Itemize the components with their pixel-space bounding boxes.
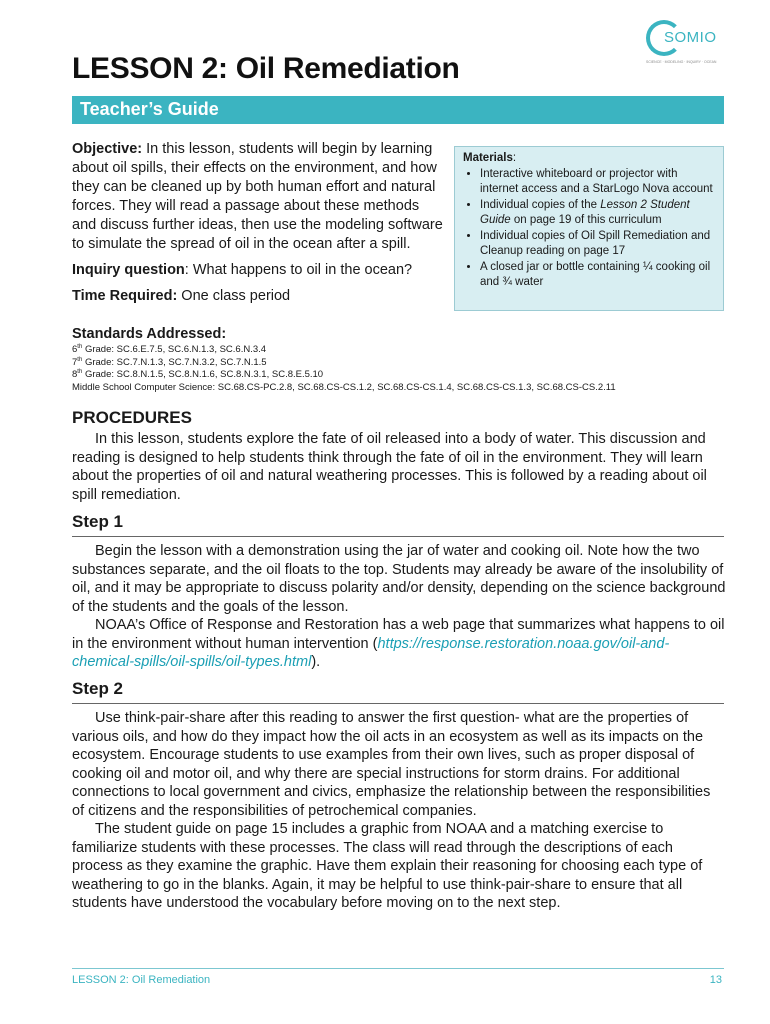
standard-cs: Middle School Computer Science: SC.68.CS-PC.2.8, SC.68.CS-CS.1.2, SC.68.CS-CS.1.4, SC.68.CS-CS.1.3, SC.68.CS-CS.2.11 (72, 381, 616, 393)
grade-suffix: th (77, 368, 83, 375)
grade-number: 8 (72, 369, 78, 380)
footer-lesson-title: LESSON 2: Oil Remediation (72, 974, 211, 986)
inquiry-label: Inquiry question (72, 262, 185, 278)
step-2-body (72, 709, 726, 913)
page-number: 13 (709, 974, 722, 986)
objective-text: In this lesson, students will begin by learning about oil spills, their effects on the environment, and how they can be cleaned up by both human effort and natural forces. They will read a passage about these methods and discuss further ideas, then use the modeling software to simulate the spread of oil in the ocean after a spill. (72, 141, 443, 252)
standards-list (72, 344, 732, 394)
logo-tagline: SCIENCE · MODELING · INQUIRY · OCEAN (646, 60, 717, 64)
teachers-guide-banner (72, 96, 724, 124)
materials-list (463, 167, 715, 291)
grade-number: 6 (72, 344, 78, 355)
inquiry-paragraph (72, 261, 444, 280)
step-1-paragraph-2 (72, 616, 726, 672)
lesson-overview (72, 140, 444, 313)
materials-title: Materials (463, 152, 513, 164)
time-text: One class period (177, 288, 291, 304)
grade-standards: Grade: SC.6.E.7.5, SC.6.N.1.3, SC.6.N.3.4 (82, 344, 267, 355)
standards-heading: Standards Addressed: (72, 326, 227, 342)
noaa-link[interactable]: https://response.restoration.noaa.gov/oil-and-chemical-spills/oil-spills/oil-types.html (72, 635, 670, 670)
footer-divider (72, 968, 724, 969)
standard-grade-7 (72, 357, 732, 370)
step-1-body (72, 542, 726, 672)
page-title: LESSON 2: Oil Remediation (72, 52, 460, 85)
banner-label: Teacher’s Guide (80, 99, 219, 119)
procedures-text: In this lesson, students explore the fate of oil released into a body of water. This discussion and reading is designed to help students think through the fate of oil in the environment. They will learn about the properties of oil and natural weathering processes. This is followed by a reading about oil spill remediation. (72, 431, 707, 503)
student-guide-title: Lesson 2 Student Guide (480, 198, 690, 226)
time-label: Time Required: (72, 288, 178, 304)
standard-grade-6 (72, 344, 732, 357)
materials-item: • Interactive whiteboard or projector with internet access and a StarLogo Nova account (480, 167, 715, 198)
inquiry-text: : What happens to oil in the ocean? (184, 262, 413, 278)
grade-suffix: th (77, 343, 83, 350)
step-2-paragraph-2: The student guide on page 15 includes a graphic from NOAA and a matching exercise to familiarize students with these processes. The class will read through the descriptions of each process as they examine the graphic. Have them explain their reasoning for choosing each type of weathering to go in the blanks. Again, it may be helpful to use think-pair-share to ensure that all students have understood the vocabulary before moving on to the next step. (72, 821, 703, 911)
grade-number: 7 (72, 356, 78, 368)
objective-label: Objective: (72, 141, 143, 157)
objective-paragraph (72, 140, 444, 254)
time-paragraph (72, 287, 444, 306)
procedures-heading: PROCEDURES (72, 408, 192, 427)
step-1-heading: Step 1 (72, 512, 724, 537)
step-2-paragraph-1: Use think-pair-share after this reading to answer the first question- what are the properties of various oils, and how do they impact how the oil acts in an ecosystem as well as its impacts on the ecosystem. Encourage students to use examples from their own lives, such as proper disposal of cooking oil and motor oil, and why there are special instructions for storm drains. For additional connections to local government and civics, emphasize the relationship between the responsibilities of citizens and the responsibilities of petrochemical companies. (72, 710, 711, 819)
materials-item-text: Individual copies of the (480, 198, 601, 211)
step-1-paragraph-1: Begin the lesson with a demonstration using the jar of water and cooking oil. Note how the two substances separate, and the oil floats to the top. Students may already be aware of the insolubility of oil, and it may be appropriate to discuss polarity and/or density, depending on the science background of the students and the goals of the lesson. (72, 543, 726, 615)
logo-name: SOMIO (664, 29, 717, 46)
materials-item: • A closed jar or bottle containing ¼ cooking oil and ¾ water (480, 260, 715, 291)
grade-suffix: th (77, 356, 83, 363)
materials-item-text: on page 19 of this curriculum (510, 214, 662, 226)
materials-item: • Individual copies of Oil Spill Remediation and Cleanup reading on page 17 (480, 229, 715, 260)
grade-standards: Grade: SC.8.N.1.5, SC.8.N.1.6, SC.8.N.3.1, SC.8.E.5.10 (82, 369, 324, 380)
materials-colon: : (512, 152, 517, 164)
materials-item (480, 198, 715, 229)
standard-grade-8 (72, 369, 732, 382)
step-1-text: NOAA’s Office of Response and Restoration has a web page that summarizes what happens to oil in the environment without human intervention ( (72, 617, 725, 652)
materials-heading (463, 151, 715, 167)
step-2-heading: Step 2 (72, 679, 724, 704)
somio-logo (646, 20, 726, 76)
grade-standards: Grade: SC.7.N.1.3, SC.7.N.3.2, SC.7.N.1.5 (82, 356, 267, 368)
materials-box (454, 146, 724, 311)
step-1-text-end: ). (311, 654, 321, 670)
procedures-intro (72, 430, 726, 504)
